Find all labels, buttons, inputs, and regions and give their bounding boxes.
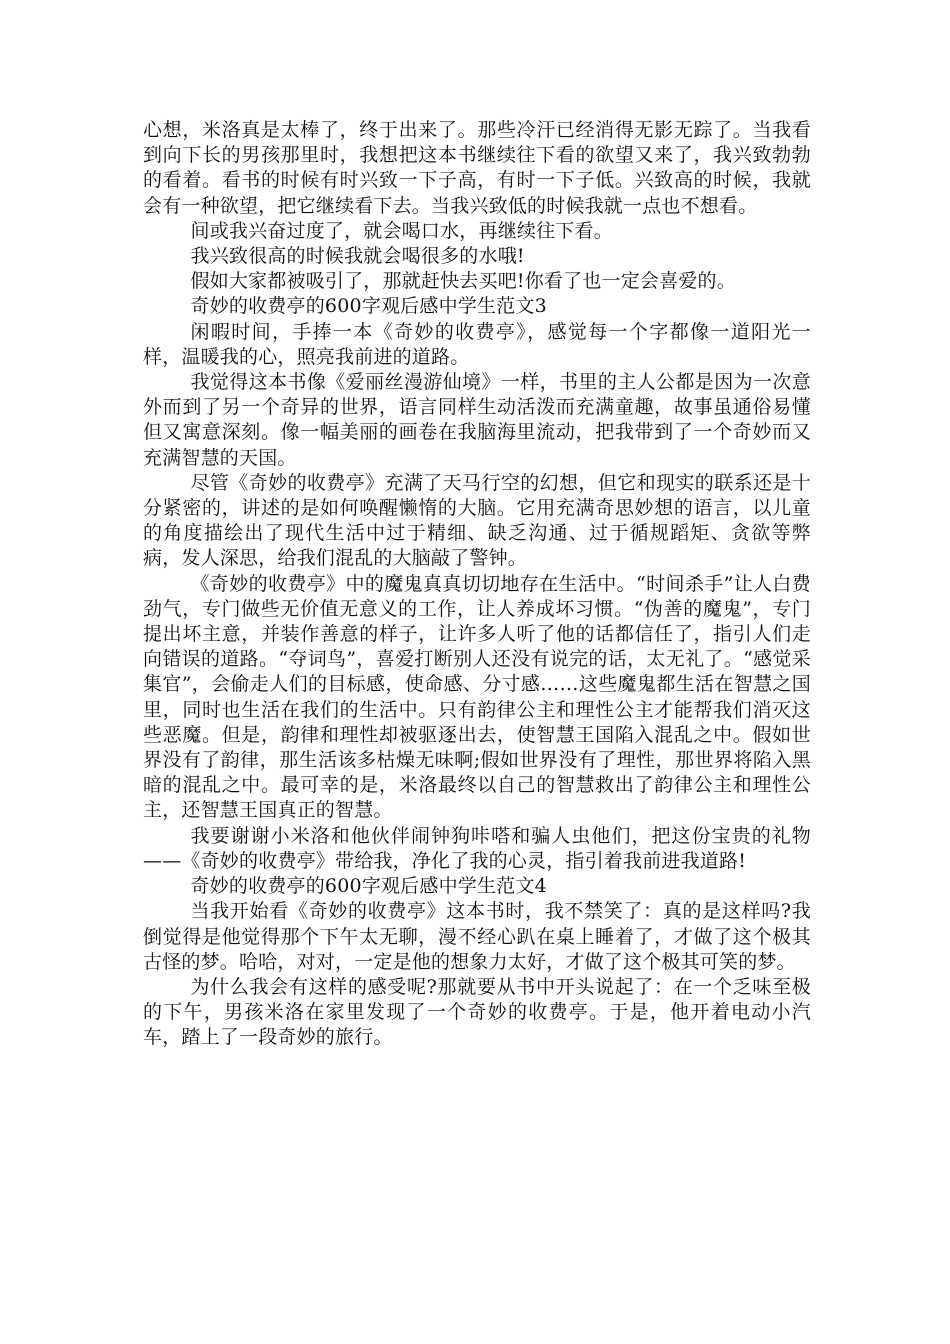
section-heading-4: 奇妙的收费亭的600字观后感中学生范文4 [190,875,547,898]
section-heading-3: 奇妙的收费亭的600字观后感中学生范文3 [190,295,547,318]
paragraph-3: 我兴致很高的时候我就会喝很多的水哦! [190,245,525,268]
paragraph-6: 我觉得这本书像《爱丽丝漫游仙境》一样，书里的主人公都是因为一次意外而到了另一个奇异的世界，语言同样生动活泼而充满童趣，故事虽通俗易懂但又寓意深刻。像一幅美丽的画卷在我脑海里流动，把我带到了一个奇妙而又充满智慧的天国。 [143,371,811,469]
paragraph-7: 尽管《奇妙的收费亭》充满了天马行空的幻想，但它和现实的联系还是十分紧密的，讲述的是如何唤醒懒惰的大脑。它用充满奇思妙想的语言，以儿童的角度描绘出了现代生活中过于精细、缺乏沟通、过于循规蹈矩、贪欲等弊病，发人深思，给我们混乱的大脑敲了警钟。 [143,471,811,570]
paragraph-10: 当我开始看《奇妙的收费亭》这本书时，我不禁笑了：真的是这样吗?我倒觉得是他觉得那个下午太无聊，漫不经心趴在桌上睡着了，才做了这个极其古怪的梦。哈哈，对对，一定是他的想象力太好，才做了这个极其可笑的梦。 [143,900,811,973]
paragraph-8: 《奇妙的收费亭》中的魔鬼真真切切地存在生活中。“时间杀手”让人白费劲气，专门做些无价值无意义的工作，让人养成坏习惯。“伪善的魔鬼”，专门提出坏主意，并装作善意的样子，让许多人听了他的话都信任了，指引人们走向错误的道路。“夺词鸟”，喜爱打断别人还没有说完的话，太无礼了。“感觉采集官”，会偷走人们的目标感，使命感、分寸感……这些魔鬼都生活在智慧之国里，同时也生活在我们的生活中。只有韵律公主和理性公主才能帮我们消灭这些恶魔。但是，韵律和理性却被驱逐出去，使智慧王国陷入混乱之中。假如世界没有了韵律，那生活该多枯燥无味啊;假如世界没有了理性，那世界将陷入黑暗的混乱之中。最可幸的是，米洛最终以自己的智慧救出了韵律公主和理性公主，还智慧王国真正的智慧。 [143,572,811,822]
paragraph-4: 假如大家都被吸引了，那就赶快去买吧!你看了也一定会喜爱的。 [190,270,736,293]
paragraph-11: 为什么我会有这样的感受呢?那就要从书中开头说起了：在一个乏味至极的下午，男孩米洛在家里发现了一个奇妙的收费亭。于是，他开着电动小汽车，踏上了一段奇妙的旅行。 [143,975,811,1049]
document-body [143,118,811,1051]
paragraph-5: 闲暇时间，手捧一本《奇妙的收费亭》，感觉每一个字都像一道阳光一样，温暖我的心，照亮我前进的道路。 [143,320,811,368]
paragraph-1: 心想，米洛真是太棒了，终于出来了。那些冷汗已经消得无影无踪了。当我看到向下长的男孩那里时，我想把这本书继续往下看的欲望又来了，我兴致勃勃的看着。看书的时候有时兴致一下子高，有时一下子低。兴致高的时候，我就会有一种欲望，把它继续看下去。当我兴致低的时候我就一点也不想看。 [143,119,811,217]
paragraph-2: 间或我兴奋过度了，就会喝口水，再继续往下看。 [190,219,613,242]
paragraph-9: 我要谢谢小米洛和他伙伴闹钟狗咔嗒和骗人虫他们，把这份宝贵的礼物——《奇妙的收费亭》带给我，净化了我的心灵，指引着我前进我道路! [143,824,811,872]
